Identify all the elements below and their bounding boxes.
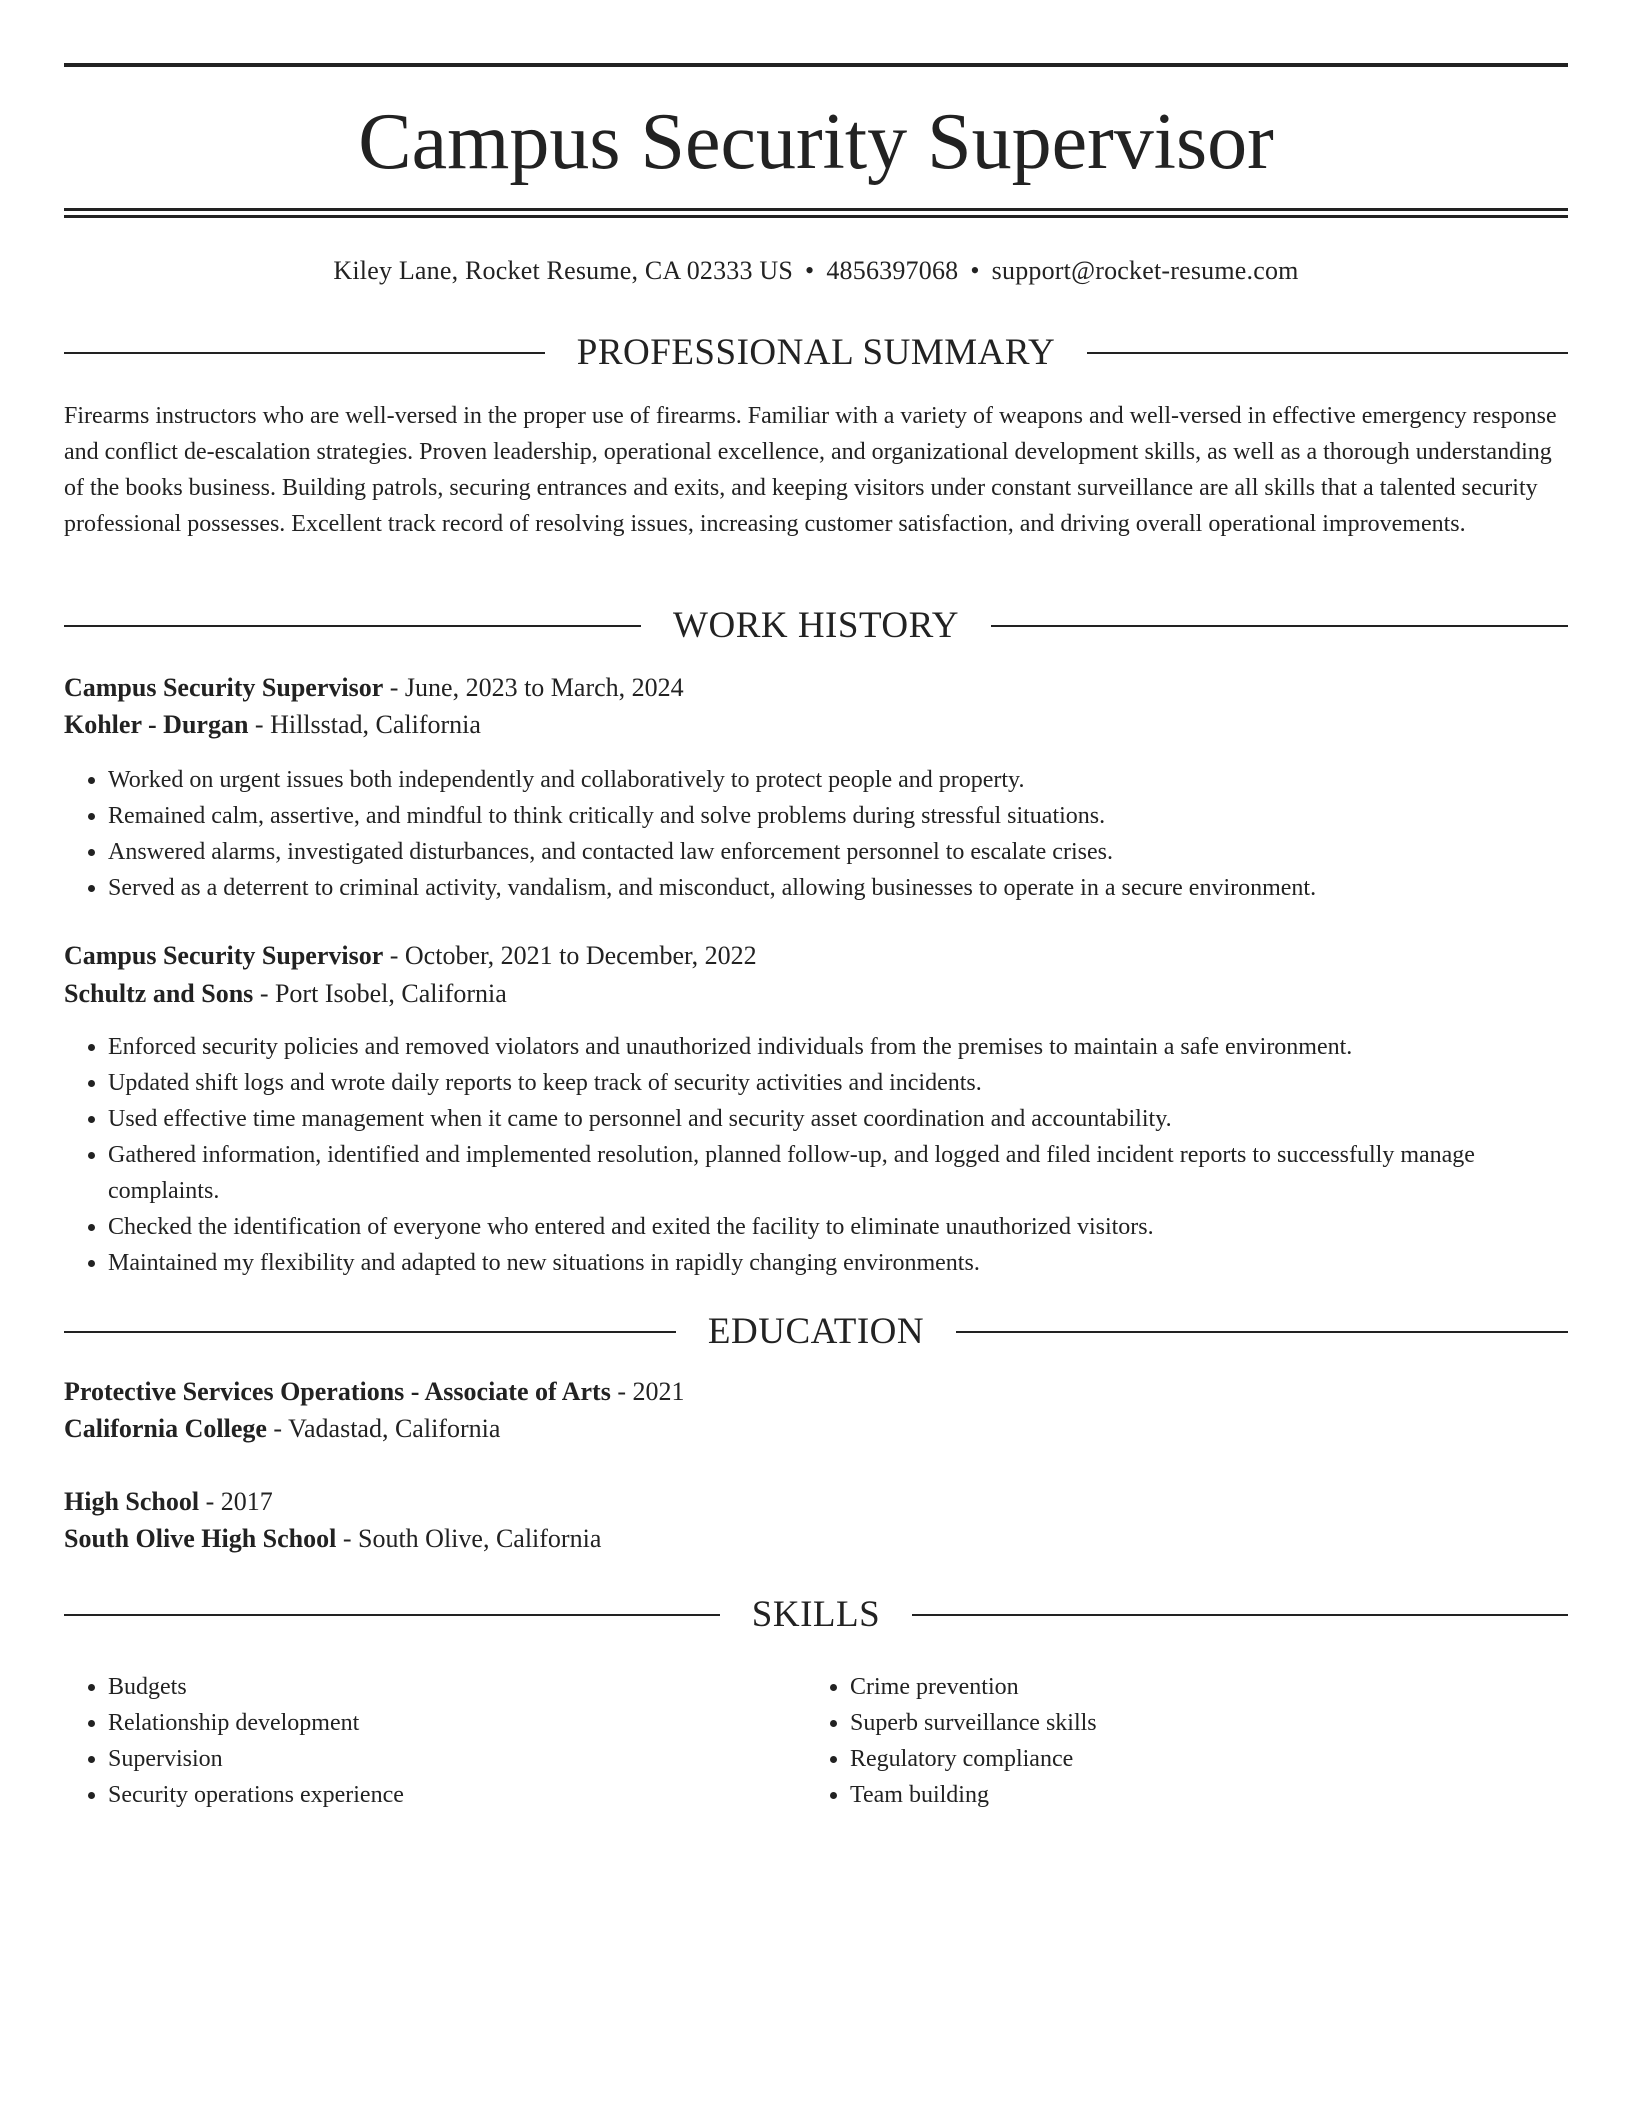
job-dates: - October, 2021 to December, 2022 (389, 941, 757, 970)
list-item: • Worked on urgent issues both independently and collaboratively to protect people and property. (108, 762, 1568, 798)
skill-item: • Budgets (108, 1669, 748, 1705)
job-title-line (64, 670, 684, 706)
top-rule (64, 63, 1568, 67)
education-school: South Olive High School (64, 1524, 337, 1553)
job-bullets (64, 762, 1568, 906)
list-item: • Enforced security policies and removed violators and unauthorized individuals from the premises to maintain a safe environment. (108, 1029, 1568, 1065)
heading-text: PROFESSIONAL SUMMARY (576, 332, 1056, 373)
list-item: • Served as a deterrent to criminal activity, vandalism, and misconduct, allowing businesses to operate in a secure environment. (108, 870, 1568, 906)
job-title: Campus Security Supervisor (64, 941, 384, 970)
heading-rule (1087, 352, 1568, 354)
job-company-line (64, 976, 507, 1012)
section-heading-work (64, 603, 1568, 649)
list-item: • Remained calm, assertive, and mindful to think critically and solve problems during stressful situations. (108, 798, 1568, 834)
heading-rule (956, 1331, 1568, 1333)
contact-line (64, 254, 1568, 288)
section-heading-education (64, 1309, 1568, 1355)
education-location: - Vadastad, California (273, 1414, 501, 1443)
title-rule-lower (64, 215, 1568, 218)
heading-text: WORK HISTORY (673, 605, 959, 646)
skill-item: • Security operations experience (108, 1777, 748, 1813)
job-location: - Hillsstad, California (254, 710, 481, 739)
education-year: - 2021 (617, 1377, 685, 1406)
job-dates: - June, 2023 to March, 2024 (389, 673, 684, 702)
education-location: - South Olive, California (342, 1524, 602, 1553)
list-item: • Updated shift logs and wrote daily reports to keep track of security activities and incidents. (108, 1065, 1568, 1101)
education-degree-line (64, 1484, 273, 1520)
education-degree-line (64, 1374, 684, 1410)
list-item: • Maintained my flexibility and adapted to new situations in rapidly changing environments. (108, 1245, 1568, 1281)
heading-rule (64, 352, 545, 354)
heading-rule (991, 625, 1568, 627)
list-item: • Used effective time management when it came to personnel and security asset coordination and accountability. (108, 1101, 1568, 1137)
heading-rule (64, 1331, 676, 1333)
contact-email: support@rocket-resume.com (991, 256, 1299, 285)
job-company: Kohler - Durgan (64, 710, 249, 739)
skill-item: • Supervision (108, 1741, 748, 1777)
section-heading-skills (64, 1592, 1568, 1638)
job-title-line (64, 938, 757, 974)
skill-item: • Superb surveillance skills (850, 1705, 1490, 1741)
education-year: - 2017 (205, 1487, 273, 1516)
education-school: California College (64, 1414, 267, 1443)
education-school-line (64, 1411, 500, 1447)
contact-address: Kiley Lane, Rocket Resume, CA 02333 US (333, 256, 794, 285)
skill-item: • Team building (850, 1777, 1490, 1813)
job-title: Campus Security Supervisor (64, 673, 384, 702)
list-item: • Gathered information, identified and implemented resolution, planned follow-up, and logged and filed incident reports to successfully manage complaints. (108, 1137, 1568, 1209)
job-company: Schultz and Sons (64, 979, 254, 1008)
heading-rule (912, 1614, 1568, 1616)
education-degree: Protective Services Operations - Associate of Arts (64, 1377, 611, 1406)
title-rule-upper (64, 208, 1568, 211)
section-heading-summary (64, 330, 1568, 376)
contact-phone: 4856397068 (826, 256, 959, 285)
contact-separator: • (805, 256, 815, 285)
heading-text: EDUCATION (707, 1311, 925, 1352)
list-item: • Answered alarms, investigated disturbances, and contacted law enforcement personnel to escalate crises. (108, 834, 1568, 870)
job-bullets (64, 1029, 1568, 1281)
skill-item: • Crime prevention (850, 1669, 1490, 1705)
skill-item: • Regulatory compliance (850, 1741, 1490, 1777)
education-school-line (64, 1521, 601, 1557)
resume-title: Campus Security Supervisor (358, 98, 1274, 186)
job-location: - Port Isobel, California (259, 979, 507, 1008)
job-company-line (64, 707, 481, 743)
skills-list-left (64, 1669, 748, 1813)
contact-separator: • (970, 256, 980, 285)
heading-rule (64, 625, 641, 627)
heading-rule (64, 1614, 720, 1616)
list-item: • Checked the identification of everyone who entered and exited the facility to eliminate unauthorized visitors. (108, 1209, 1568, 1245)
heading-text: SKILLS (751, 1594, 881, 1635)
skills-list-right (806, 1669, 1490, 1813)
education-degree: High School (64, 1487, 200, 1516)
skill-item: • Relationship development (108, 1705, 748, 1741)
summary-text: Firearms instructors who are well-versed in the proper use of firearms. Familiar with a variety of weapons and well-versed in effective emergency response and conflict de-escalation strategies. Proven leadership, operational excellence, and organizational development skills, as well as a thorough understanding of the books business. Building patrols, securing entrances and exits, and keeping visitors under constant surveillance are all skills that a talented security professional possesses. Excellent track record of resolving issues, increasing customer satisfaction, and driving overall operational improvements. (64, 403, 1557, 537)
